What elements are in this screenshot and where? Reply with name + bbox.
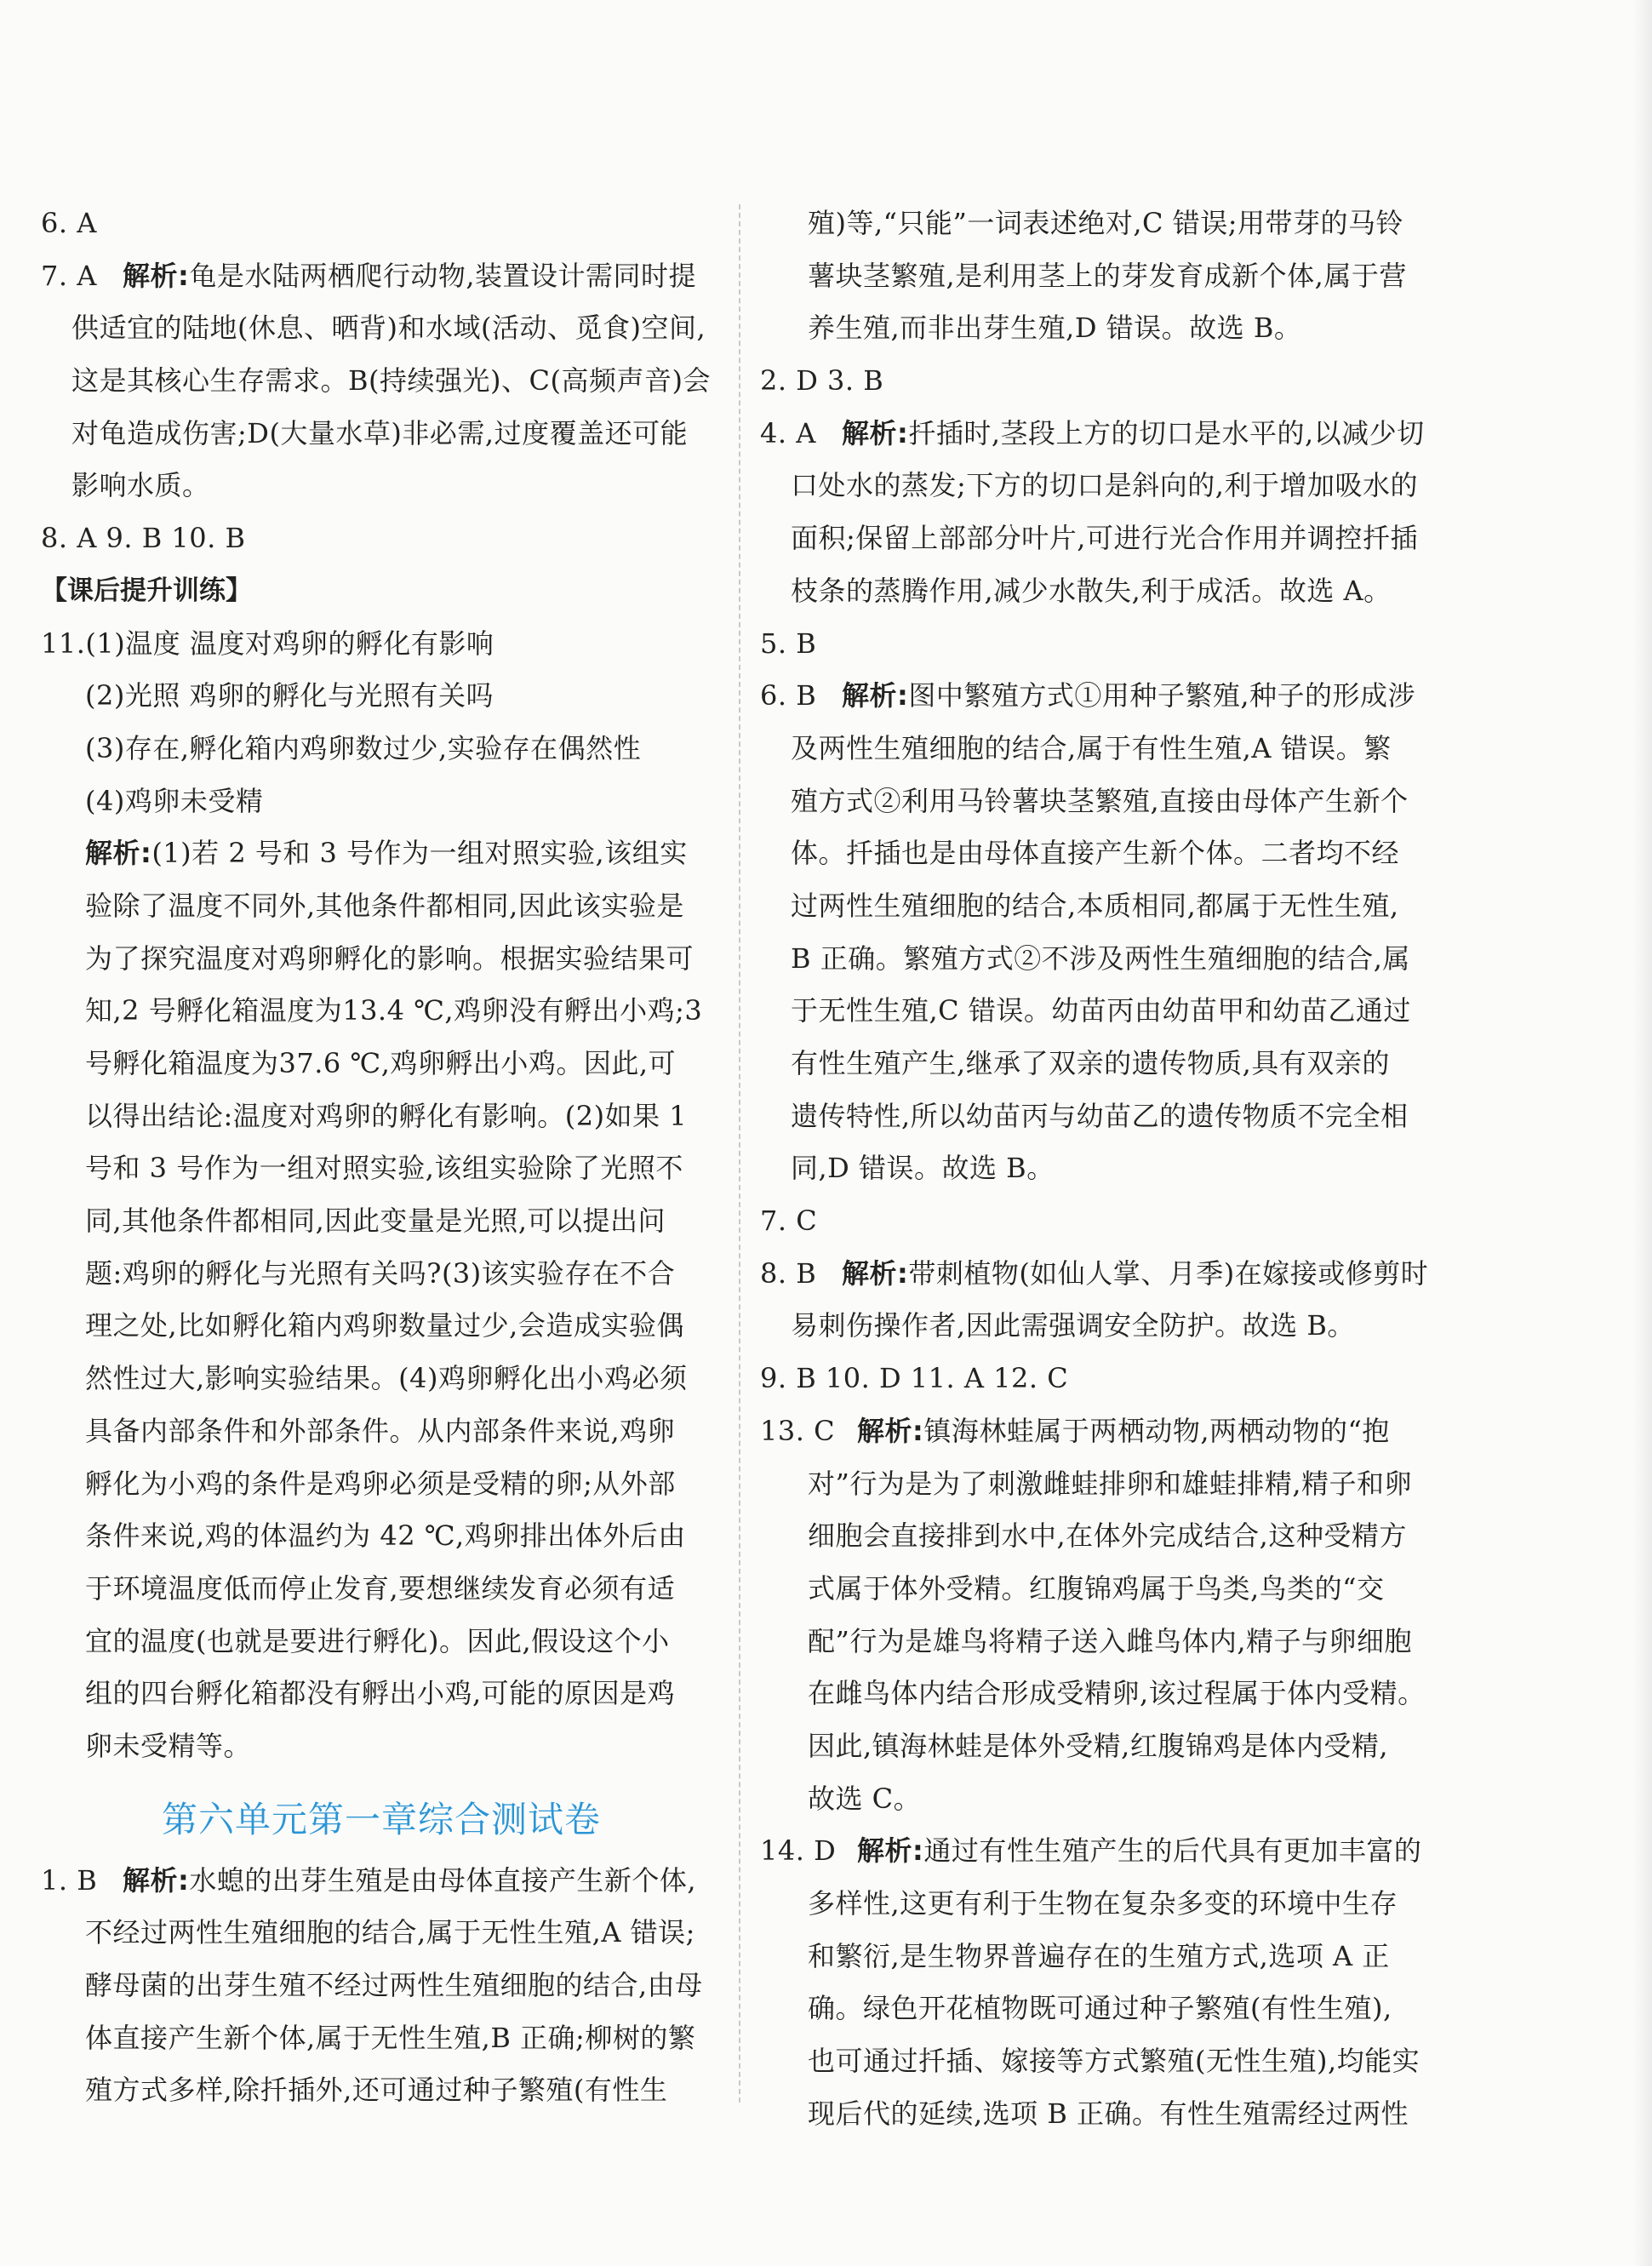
answer-11-text: 为了探究温度对鸡卵孵化的影响。根据实验结果可 <box>85 941 695 975</box>
answer-11-sub-1: (1)温度 温度对鸡卵的孵化有影响 <box>85 627 494 660</box>
answer-11-analysis-line <box>41 827 722 880</box>
test-6-text: 有性生殖产生,继承了双亲的遗传物质,具有双亲的 <box>791 1047 1390 1079</box>
test-1-text: 酵母菌的出芽生殖不经过两性生殖细胞的结合,由母 <box>85 1969 703 2001</box>
answer-7-line-1 <box>41 250 722 303</box>
answer-11-text: 宜的温度(也就是要进行孵化)。因此,假设这个小 <box>85 1624 670 1657</box>
answer-6: 6. A <box>41 207 97 239</box>
test-14-text: 通过有性生殖产生的后代具有更加丰富的 <box>923 1834 1422 1868</box>
analysis-label: 解析: <box>85 837 152 870</box>
test-1-continued: 殖)等,“只能”一词表述绝对,C 错误;用带芽的马铃 <box>808 207 1403 239</box>
test-6-text: 过两性生殖细胞的结合,本质相同,都属于无性生殖, <box>791 889 1399 922</box>
answer-11-text: (1)若 2 号和 3 号作为一组对照实验,该组实 <box>151 837 688 870</box>
answer-7-text: 影响水质。 <box>71 469 210 502</box>
answers-8-10: 8. A 9. B 10. B <box>41 522 246 555</box>
test-1-text: 不经过两性生殖细胞的结合,属于无性生殖,A 错误; <box>85 1916 695 1949</box>
answer-11-text: 号孵化箱温度为37.6 ℃,鸡卵孵出小鸡。因此,可 <box>85 1047 677 1079</box>
test-8-line-1 <box>760 1248 1458 1301</box>
test-1-text: 体直接产生新个体,属于无性生殖,B 正确;柳树的繁 <box>85 2021 696 2054</box>
answer-5: 5. B <box>760 627 817 660</box>
test-13-text: 因此,镇海林蛙是体外受精,红腹锦鸡是体内受精, <box>808 1729 1389 1762</box>
test-6-text: 及两性生殖细胞的结合,属于有性生殖,A 错误。繁 <box>791 731 1392 764</box>
answer-11-sub-3: (3)存在,孵化箱内鸡卵数过少,实验存在偶然性 <box>85 731 642 764</box>
analysis-label: 解析: <box>857 1834 924 1868</box>
test-6-text: 遗传特性,所以幼苗丙与幼苗乙的遗传物质不完全相 <box>791 1099 1409 1132</box>
analysis-label: 解析: <box>857 1414 924 1447</box>
answer-7: 7. C <box>760 1205 818 1238</box>
answer-11-text: 题:鸡卵的孵化与光照有关吗?(3)该实验存在不合 <box>85 1256 676 1290</box>
answer-11-text: 卵未受精等。 <box>85 1729 252 1762</box>
answer-7-text: 这是其核心生存需求。B(持续强光)、C(高频声音)会 <box>71 364 711 398</box>
column-divider <box>739 204 740 2103</box>
test-8-text: 带刺植物(如仙人掌、月季)在嫁接或修剪时 <box>908 1256 1429 1290</box>
test-13-text: 细胞会直接排到水中,在体外完成结合,这种受精方 <box>808 1519 1407 1553</box>
test-1-continued: 养生殖,而非出芽生殖,D 错误。故选 B。 <box>808 312 1302 345</box>
answer-11-text: 具备内部条件和外部条件。从内部条件来说,鸡卵 <box>85 1414 676 1447</box>
answer-11-sub-2: (2)光照 鸡卵的孵化与光照有关吗 <box>85 679 494 712</box>
page-edge-shadow <box>1633 0 1652 2266</box>
test-4-text: 枝条的蒸腾作用,减少水散失,利于成活。故选 A。 <box>791 574 1392 607</box>
answer-11-text: 同,其他条件都相同,因此变量是光照,可以提出问 <box>85 1205 666 1238</box>
test-4-number: 4. A <box>760 416 816 449</box>
answer-11-line-1 <box>41 618 722 671</box>
answer-11-text: 号和 3 号作为一组对照实验,该组实验除了光照不 <box>85 1152 683 1185</box>
test-4-text: 面积;保留上部部分叶片,可进行光合作用并调控扦插 <box>791 522 1418 555</box>
answers-9-12: 9. B 10. D 11. A 12. C <box>760 1362 1069 1395</box>
answers-2-3: 2. D 3. B <box>760 364 884 398</box>
test-13-text: 配”行为是雄鸟将精子送入雌鸟体内,精子与卵细胞 <box>808 1624 1413 1657</box>
test-1-text: 水螅的出芽生殖是由母体直接产生新个体, <box>189 1863 696 1897</box>
test-6-text: B 正确。繁殖方式②不涉及两性生殖细胞的结合,属 <box>791 941 1410 975</box>
test-6-text: 殖方式②利用马铃薯块茎繁殖,直接由母体产生新个 <box>791 784 1409 817</box>
test-8-text: 易刺伤操作者,因此需强调安全防护。故选 B。 <box>791 1309 1355 1342</box>
analysis-label: 解析: <box>123 1863 190 1897</box>
test-13-text: 式属于体外受精。红腹锦鸡属于鸟类,鸟类的“交 <box>808 1571 1385 1605</box>
test-1-line-1 <box>41 1855 722 1908</box>
answer-7-text: 龟是水陆两栖爬行动物,装置设计需同时提 <box>189 259 696 292</box>
answer-11-text: 验除了温度不同外,其他条件都相同,因此该实验是 <box>85 889 684 922</box>
test-6-line-1 <box>760 670 1458 723</box>
test-1-text: 殖方式多样,除扦插外,还可通过种子繁殖(有性生 <box>85 2074 668 2107</box>
analysis-label: 解析: <box>842 416 909 449</box>
test-14-text: 和繁衍,是生物界普遍存在的生殖方式,选项 A 正 <box>808 1939 1390 1972</box>
test-heading: 第六单元第一章综合测试卷 <box>161 1798 601 1840</box>
answer-11-text: 孵化为小鸡的条件是鸡卵必须是受精的卵;从外部 <box>85 1467 676 1500</box>
test-14-line-1 <box>760 1825 1458 1878</box>
right-column <box>760 197 1458 2140</box>
test-6-text: 图中繁殖方式①用种子繁殖,种子的形成涉 <box>908 679 1415 712</box>
answer-11-text: 知,2 号孵化箱温度为13.4 ℃,鸡卵没有孵出小鸡;3 <box>85 994 703 1027</box>
answer-11-text: 理之处,比如孵化箱内鸡卵数量过少,会造成实验偶 <box>85 1309 684 1342</box>
test-14-text: 也可通过扦插、嫁接等方式繁殖(无性生殖),均能实 <box>808 2045 1420 2078</box>
test-13-text: 故选 C。 <box>808 1782 922 1815</box>
answer-11-text: 组的四台孵化箱都没有孵出小鸡,可能的原因是鸡 <box>85 1677 676 1710</box>
test-4-text: 口处水的蒸发;下方的切口是斜向的,利于增加吸水的 <box>791 469 1418 502</box>
test-4-text: 扦插时,茎段上方的切口是水平的,以减少切 <box>908 416 1425 449</box>
test-1-number: 1. B <box>41 1863 98 1897</box>
test-6-text: 于无性生殖,C 错误。幼苗丙由幼苗甲和幼苗乙通过 <box>791 994 1411 1027</box>
test-6-number: 6. B <box>760 679 817 712</box>
test-13-line-1 <box>760 1405 1458 1458</box>
test-1-continued: 薯块茎繁殖,是利用茎上的芽发育成新个体,属于营 <box>808 259 1407 292</box>
analysis-label: 解析: <box>842 1256 909 1290</box>
answer-11-text: 于环境温度低而停止发育,要想继续发育必须有适 <box>85 1571 676 1605</box>
test-8-number: 8. B <box>760 1256 817 1290</box>
test-13-text: 对”行为是为了刺激雌蛙排卵和雄蛙排精,精子和卵 <box>808 1467 1413 1500</box>
answer-11-text: 以得出结论:温度对鸡卵的孵化有影响。(2)如果 1 <box>85 1099 688 1132</box>
test-13-number: 13. C <box>760 1414 836 1447</box>
test-6-text: 同,D 错误。故选 B。 <box>791 1152 1055 1185</box>
left-column <box>41 197 722 2117</box>
analysis-label: 解析: <box>123 259 190 292</box>
answer-7-text: 对龟造成伤害;D(大量水草)非必需,过度覆盖还可能 <box>71 416 689 449</box>
test-14-text: 多样性,这更有利于生物在复杂多变的环境中生存 <box>808 1887 1398 1920</box>
test-14-text: 现后代的延续,选项 B 正确。有性生殖需经过两性 <box>808 2097 1409 2130</box>
test-14-text: 确。绿色开花植物既可通过种子繁殖(有性生殖), <box>808 1992 1392 2025</box>
test-4-line-1 <box>760 408 1458 461</box>
test-6-text: 体。扦插也是由母体直接产生新个体。二者均不经 <box>791 837 1400 870</box>
answer-7-text: 供适宜的陆地(休息、晒背)和水域(活动、觅食)空间, <box>71 312 706 345</box>
answer-11-text: 然性过大,影响实验结果。(4)鸡卵孵化出小鸡必须 <box>85 1362 688 1395</box>
answer-11-sub-4: (4)鸡卵未受精 <box>85 784 264 817</box>
section-title: 【课后提升训练】 <box>41 575 252 606</box>
test-13-text: 镇海林蛙属于两栖动物,两栖动物的“抱 <box>923 1414 1390 1447</box>
answer-11-number: 11. <box>41 627 86 660</box>
answer-11-text: 条件来说,鸡的体温约为 42 ℃,鸡卵排出体外后由 <box>85 1519 686 1553</box>
analysis-label: 解析: <box>842 679 909 712</box>
answer-7-number: 7. A <box>41 259 97 292</box>
test-14-number: 14. D <box>760 1834 837 1868</box>
test-13-text: 在雌鸟体内结合形成受精卵,该过程属于体内受精。 <box>808 1677 1426 1710</box>
